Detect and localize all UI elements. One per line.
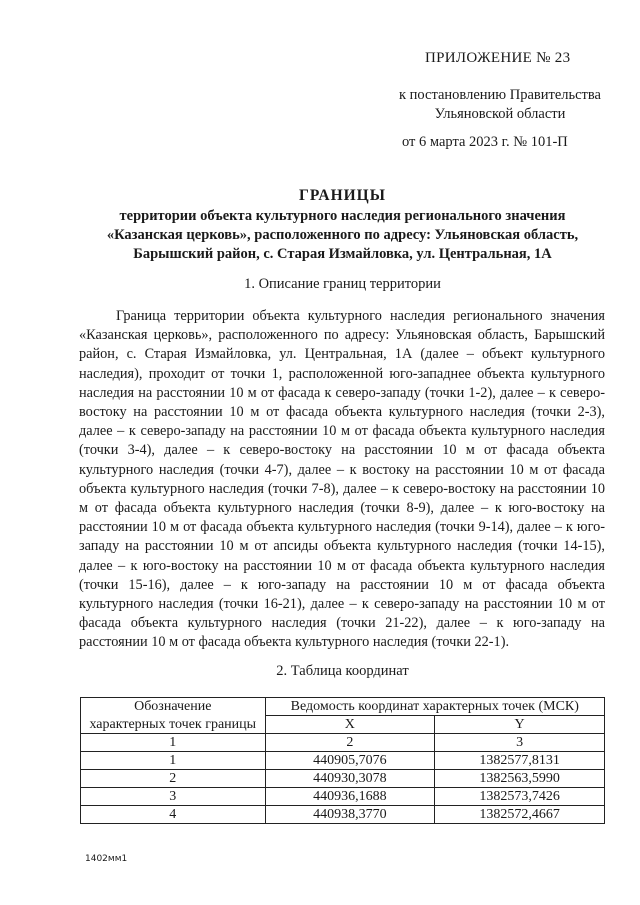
point-cell: 2	[81, 770, 266, 788]
x-cell: 440930,3078	[265, 770, 435, 788]
header-point-line-1: Обозначение	[134, 699, 212, 715]
document-title: ГРАНИЦЫ	[299, 187, 386, 204]
document-subtitle	[60, 207, 625, 264]
numbering-cell: 1	[81, 734, 266, 752]
section-2-title: 2. Таблица координат	[276, 663, 409, 679]
header-point-line-2: характерных точек границы	[81, 716, 266, 734]
coordinates-table	[80, 697, 605, 824]
subtitle-line-3: Барышский район, с. Старая Измайловка, ул. Центральная, 1А	[133, 246, 552, 262]
x-cell: 440936,1688	[265, 788, 435, 806]
y-cell: 1382572,4667	[435, 806, 605, 824]
point-cell: 3	[81, 788, 266, 806]
appendix-number: ПРИЛОЖЕНИЕ № 23	[425, 50, 571, 66]
numbering-cell: 2	[265, 734, 435, 752]
point-cell: 1	[81, 752, 266, 770]
resolution-reference	[390, 86, 610, 124]
x-cell: 440938,3770	[265, 806, 435, 824]
header-y: Y	[435, 716, 605, 734]
subtitle-line-2: «Казанская церковь», расположенного по адресу: Ульяновская область,	[106, 227, 579, 243]
table-numbering-row	[81, 734, 605, 752]
table-header-row	[81, 698, 605, 716]
resolution-line-1: к постановлению Правительства	[399, 87, 601, 103]
header-coordinates-group: Ведомость координат характерных точек (МСК)	[265, 698, 604, 716]
table-subheader-row	[81, 716, 605, 734]
table-row	[81, 752, 605, 770]
numbering-cell: 3	[435, 734, 605, 752]
x-cell: 440905,7076	[265, 752, 435, 770]
header-point-designation	[81, 698, 266, 716]
y-cell: 1382563,5990	[435, 770, 605, 788]
y-cell: 1382577,8131	[435, 752, 605, 770]
resolution-date: от 6 марта 2023 г. № 101-П	[402, 134, 568, 150]
subtitle-line-1: территории объекта культурного наследия регионального значения	[119, 208, 566, 224]
boundary-description: Граница территории объекта культурного наследия регионального значения «Казанская церковь», расположенного по адресу: Ульяновская область, Барышский район, с. Старая Измайловка, ул. Центральная, 1А (далее – объект культурного наследия), проходит от точки 1, расположенной юго-западнее объекта культурного наследия на расстоянии 10 м от фасада к северо-западу (точки 1-2), далее – к северо-востоку на расстоянии 10 м от фасада объекта культурного наследия (точки 2-3), далее – к северо-западу на расстоянии 10 м от фасада объекта культурного наследия (точки 3-4), далее – к северо-востоку на расстоянии 10 м от фасада объекта культурного наследия (точки 4-7), далее – к востоку на расстоянии 10 м от фасада объекта культурного наследия (точки 7-8), далее – к северо-востоку на расстоянии 10 м от фасада объекта культурного наследия (точки 8-9), далее – к юго-востоку на расстоянии 10 м от фасада объекта культурного наследия (точки 9-14), далее – к юго-западу на расстоянии 10 м от апсиды объекта культурного наследия (точки 14-15), далее – к юго-востоку на расстоянии 10 м от фасада объекта культурного наследия (точки 15-16), далее – к юго-западу на расстоянии 10 м от фасада объекта культурного наследия (точки 16-21), далее – к северо-западу на расстоянии 10 м от фасада объекта культурного наследия (точки 21-22), далее – к юго-западу на расстоянии 10 м от фасада объекта культурного наследия (точки 22-1).	[79, 308, 605, 651]
point-cell: 4	[81, 806, 266, 824]
header-x: X	[265, 716, 435, 734]
footer-code: 1402мм1	[85, 854, 128, 864]
table-row	[81, 806, 605, 824]
table-row	[81, 788, 605, 806]
resolution-line-2: Ульяновской области	[434, 106, 566, 122]
section-1-title: 1. Описание границ территории	[244, 276, 441, 292]
y-cell: 1382573,7426	[435, 788, 605, 806]
table-row	[81, 770, 605, 788]
